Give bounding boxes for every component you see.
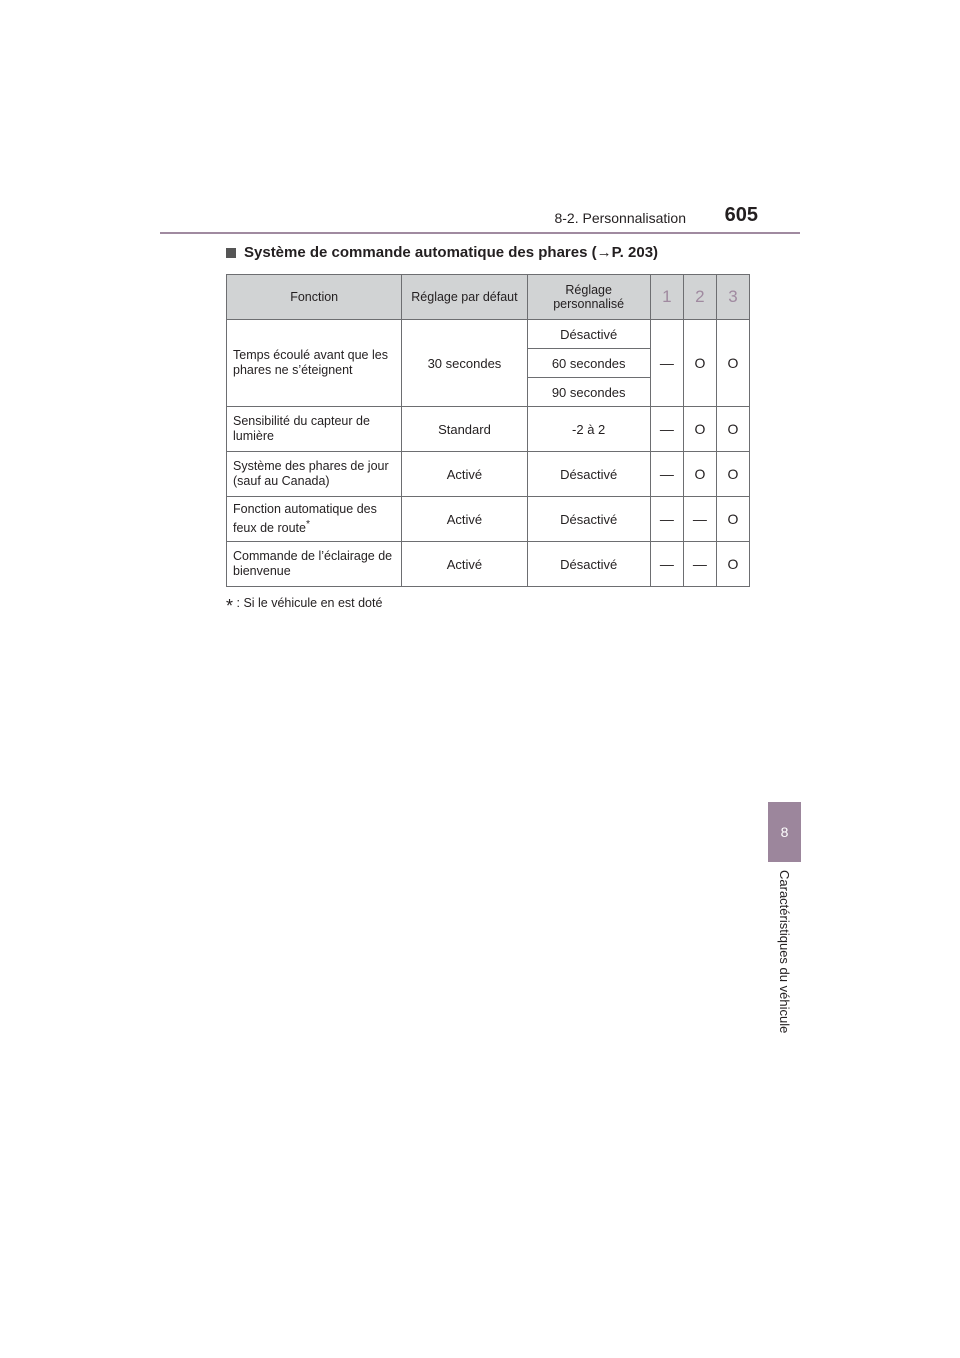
cell-mark-1: — [650, 407, 683, 452]
cell-custom: -2 à 2 [527, 407, 650, 452]
cell-custom: Désactivé [527, 320, 650, 349]
section-title: 8-2. Personnalisation [554, 210, 686, 226]
table-header-row [227, 275, 750, 320]
footnote-text: : Si le véhicule en est doté [236, 596, 383, 610]
cell-default: Activé [402, 452, 527, 497]
square-bullet-icon [226, 248, 236, 258]
cell-custom: 60 secondes [527, 349, 650, 378]
cell-mark-3: O [716, 320, 749, 407]
chapter-number: 8 [780, 824, 789, 840]
cell-mark-3: O [716, 407, 749, 452]
number-2-icon: 2 [695, 287, 705, 306]
cell-mark-3: O [716, 542, 749, 587]
cell-mark-1: — [650, 542, 683, 587]
cell-mark-1: — [650, 320, 683, 407]
cell-function-text: Fonction automatique des feux de route [233, 501, 377, 536]
cell-mark-3: O [716, 497, 749, 542]
cell-mark-2: O [683, 407, 716, 452]
table-row [227, 542, 750, 587]
cell-function [227, 497, 402, 542]
cell-default: Activé [402, 542, 527, 587]
cell-mark-2: O [683, 320, 716, 407]
table-row [227, 452, 750, 497]
col-2 [683, 275, 716, 320]
cell-function: Système des phares de jour (sauf au Canada) [227, 452, 402, 497]
cell-custom: Désactivé [527, 452, 650, 497]
header-rule [160, 232, 800, 234]
col-default: Réglage par défaut [402, 275, 527, 320]
chapter-title: Caractéristiques du véhicule [777, 870, 792, 1034]
chapter-tab [768, 802, 801, 862]
cell-mark-1: — [650, 497, 683, 542]
cell-function: Commande de l’éclairage de bienvenue [227, 542, 402, 587]
col-1 [650, 275, 683, 320]
number-1-icon: 1 [662, 287, 672, 306]
number-3-icon: 3 [728, 287, 738, 306]
table-row [227, 320, 750, 349]
cell-default: 30 secondes [402, 320, 527, 407]
cell-mark-2: — [683, 497, 716, 542]
cell-mark-3: O [716, 452, 749, 497]
cell-mark-1: — [650, 452, 683, 497]
footnote-star: * [226, 596, 234, 616]
cell-mark-2: O [683, 452, 716, 497]
cell-custom: 90 secondes [527, 378, 650, 407]
cell-custom: Désactivé [527, 497, 650, 542]
cell-function: Temps écoulé avant que les phares ne s’éteignent [227, 320, 402, 407]
page-header [160, 200, 800, 234]
footnote-star-ref: * [305, 518, 311, 530]
cell-mark-2: — [683, 542, 716, 587]
cell-default: Activé [402, 497, 527, 542]
cell-custom: Désactivé [527, 542, 650, 587]
col-function: Fonction [227, 275, 402, 320]
col-3 [716, 275, 749, 320]
section-heading-text: Système de commande automatique des phares (→P. 203) [244, 244, 659, 261]
page-number: 605 [724, 204, 758, 226]
footnote [226, 596, 382, 617]
cell-default: Standard [402, 407, 527, 452]
cell-function: Sensibilité du capteur de lumière [227, 407, 402, 452]
col-custom: Réglage personnalisé [527, 275, 650, 320]
settings-table [226, 274, 750, 587]
table-row [227, 497, 750, 542]
table-row [227, 407, 750, 452]
section-heading [226, 244, 658, 261]
